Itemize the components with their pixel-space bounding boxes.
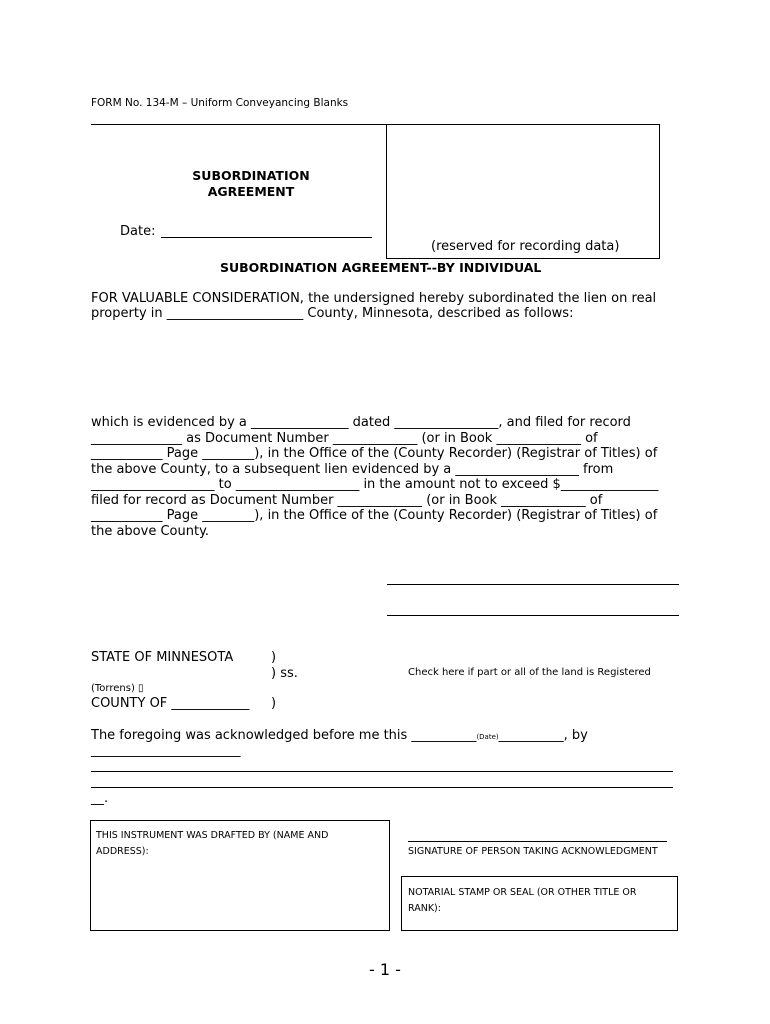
paren-3: )	[271, 696, 277, 711]
ack-date-hint: (Date)	[476, 733, 499, 741]
acknowledgment-signature-line[interactable]	[408, 841, 667, 842]
drafted-by-label-1: THIS INSTRUMENT WAS DRAFTED BY (NAME AND	[96, 830, 329, 841]
evidence-line: ___________________ to ___________________ in the amount not to exceed $_______________	[91, 477, 659, 492]
evidence-line: the above County.	[91, 524, 210, 539]
signature-label: SIGNATURE OF PERSON TAKING ACKNOWLEDGMENT	[408, 846, 658, 857]
intro-line: FOR VALUABLE CONSIDERATION, the undersigned hereby subordinated the lien on real	[91, 291, 657, 306]
evidence-line: ___________ Page ________), in the Office of the (County Recorder) (Registrar of Titles) of	[91, 508, 658, 523]
evidence-line: ___________ Page ________), in the Office of the (County Recorder) (Registrar of Titles) of	[91, 446, 658, 461]
county-label: COUNTY OF ____________	[91, 696, 250, 711]
ack-prefix: The foregoing was acknowledged before me this __________	[91, 728, 477, 743]
evidence-line: filed for record as Document Number _____________ (or in Book _____________ of	[91, 493, 603, 508]
paren-ss: ) ss.	[271, 666, 298, 681]
drafted-by-label-2: ADDRESS):	[96, 846, 149, 857]
evidence-line: ______________ as Document Number _____________ (or in Book _____________ of	[91, 431, 598, 446]
ack-line-2[interactable]	[91, 771, 673, 772]
evidence-line: the above County, to a subsequent lien evidenced by a ___________________ from	[91, 462, 614, 477]
agreement-heading: SUBORDINATION AGREEMENT--BY INDIVIDUAL	[220, 260, 542, 275]
recording-box-label: (reserved for recording data)	[431, 239, 620, 254]
registered-check-label: Check here if part or all of the land is Registered	[408, 667, 651, 678]
header-rule	[91, 124, 387, 125]
page-number: - 1 -	[369, 960, 401, 979]
state-label: STATE OF MINNESOTA	[91, 650, 234, 665]
date-label: Date:	[120, 224, 156, 239]
torrens-checkbox[interactable]: (Torrens) ▯	[91, 683, 144, 694]
ack-line-3[interactable]	[91, 787, 673, 788]
ack-end: __.	[91, 791, 109, 806]
title-line1: SUBORDINATION	[192, 168, 310, 183]
ack-blank-line[interactable]: _______________________	[91, 743, 241, 758]
intro-line: property in _____________________ County, Minnesota, described as follows:	[91, 306, 574, 321]
notarial-label-1: NOTARIAL STAMP OR SEAL (OR OTHER TITLE OR	[408, 887, 637, 898]
paren-1: )	[271, 650, 277, 665]
date-field[interactable]	[161, 237, 372, 238]
signature-line-2[interactable]	[387, 615, 679, 616]
evidence-line: which is evidenced by a _______________ dated ________________, and filed for record	[91, 415, 631, 430]
notarial-box	[401, 876, 678, 931]
title-line2: AGREEMENT	[207, 184, 295, 199]
signature-line-1[interactable]	[387, 584, 679, 585]
notarial-label-2: RANK):	[408, 903, 441, 914]
ack-suffix: __________, by	[498, 728, 588, 743]
form-header: FORM No. 134-M – Uniform Conveyancing Blanks	[91, 97, 349, 109]
